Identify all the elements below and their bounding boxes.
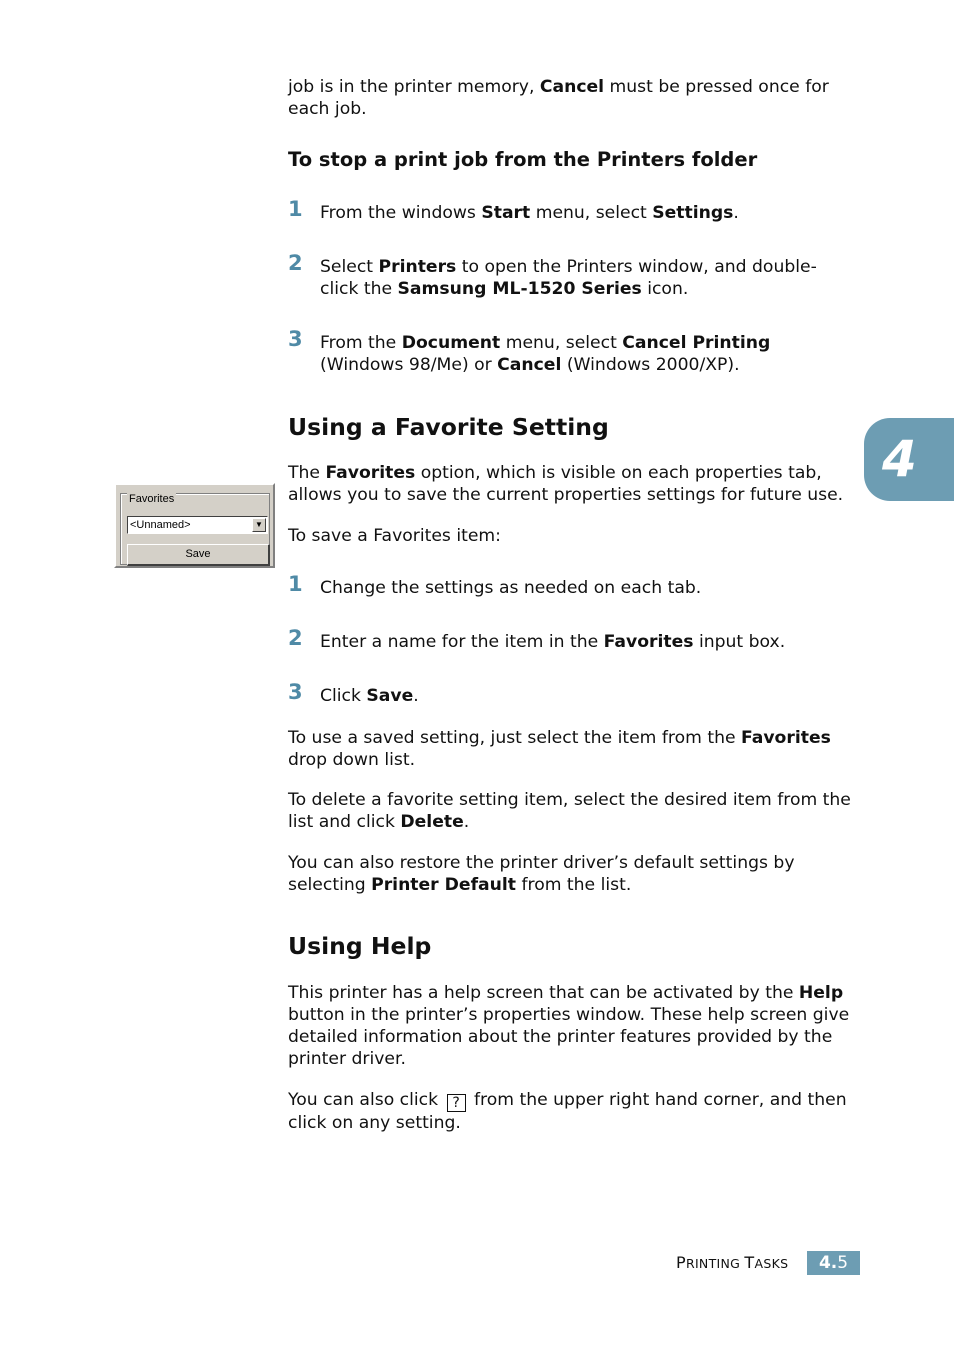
restore-default-paragraph: You can also restore the printer driver’s default settings by selecting Printer Default from the list. [288,853,795,895]
step-item [288,251,833,300]
step-number: 1 [288,197,303,221]
step-item [288,572,848,599]
favorites-panel [114,483,275,568]
save-button[interactable]: Save [127,544,270,566]
chevron-down-icon[interactable]: ▼ [252,518,266,532]
favorites-group [120,493,270,565]
question-mark-icon: ? [447,1094,466,1112]
step-text: Enter a name for the item in the Favorites input box. [320,632,786,652]
step-number: 3 [288,680,303,704]
step-item [288,680,848,707]
bold-text: Cancel [539,77,605,97]
intro-paragraph [288,76,858,120]
chapter-number: 4 [882,430,917,488]
step-item [288,327,848,376]
favorites-combo[interactable] [127,516,268,534]
step-item [288,626,848,653]
favorites-combo-value: <Unnamed> [130,519,191,531]
step-text: From the windows Start menu, select Settings. [320,203,739,223]
step-text: Click Save. [320,686,419,706]
step-text: From the Document menu, select Cancel Printing (Windows 98/Me) or Cancel (Windows 2000/XP). [320,333,771,375]
save-favorites-lead: To save a Favorites item: [288,526,501,546]
step-number: 3 [288,327,303,351]
stop-print-heading: To stop a print job from the Printers folder [288,148,758,171]
footer-section-title: PRINTING TASKS [676,1253,789,1272]
step-number: 2 [288,626,303,650]
use-saved-paragraph: To use a saved setting, just select the item from the Favorites drop down list. [288,728,831,770]
chapter-tab [864,418,954,501]
help-intro-paragraph: This printer has a help screen that can be activated by the Help button in the printer’s properties window. These help screen give detailed information about the printer features provided by the printer driver. [288,983,850,1069]
page-number: 4.5 [807,1251,860,1275]
favorites-group-label: Favorites [129,493,175,505]
step-number: 2 [288,251,303,275]
step-text: Change the settings as needed on each tab. [320,578,702,598]
step-item [288,197,848,224]
delete-favorite-paragraph: To delete a favorite setting item, select the desired item from the list and click Delete. [288,790,851,832]
using-help-heading: Using Help [288,932,432,960]
step-number: 1 [288,572,303,596]
favorites-intro-paragraph: The Favorites option, which is visible on each properties tab, allows you to save the current properties settings for future use. [288,463,844,505]
text: job is in the printer memory, [288,77,540,97]
step-text: Select Printers to open the Printers window, and double-click the Samsung ML-1520 Series icon. [320,257,817,299]
text: must be pressed once for each job. [288,77,829,119]
favorite-setting-heading: Using a Favorite Setting [288,413,609,441]
help-click-paragraph: You can also click ? from the upper right hand corner, and then click on any setting. [288,1090,847,1133]
